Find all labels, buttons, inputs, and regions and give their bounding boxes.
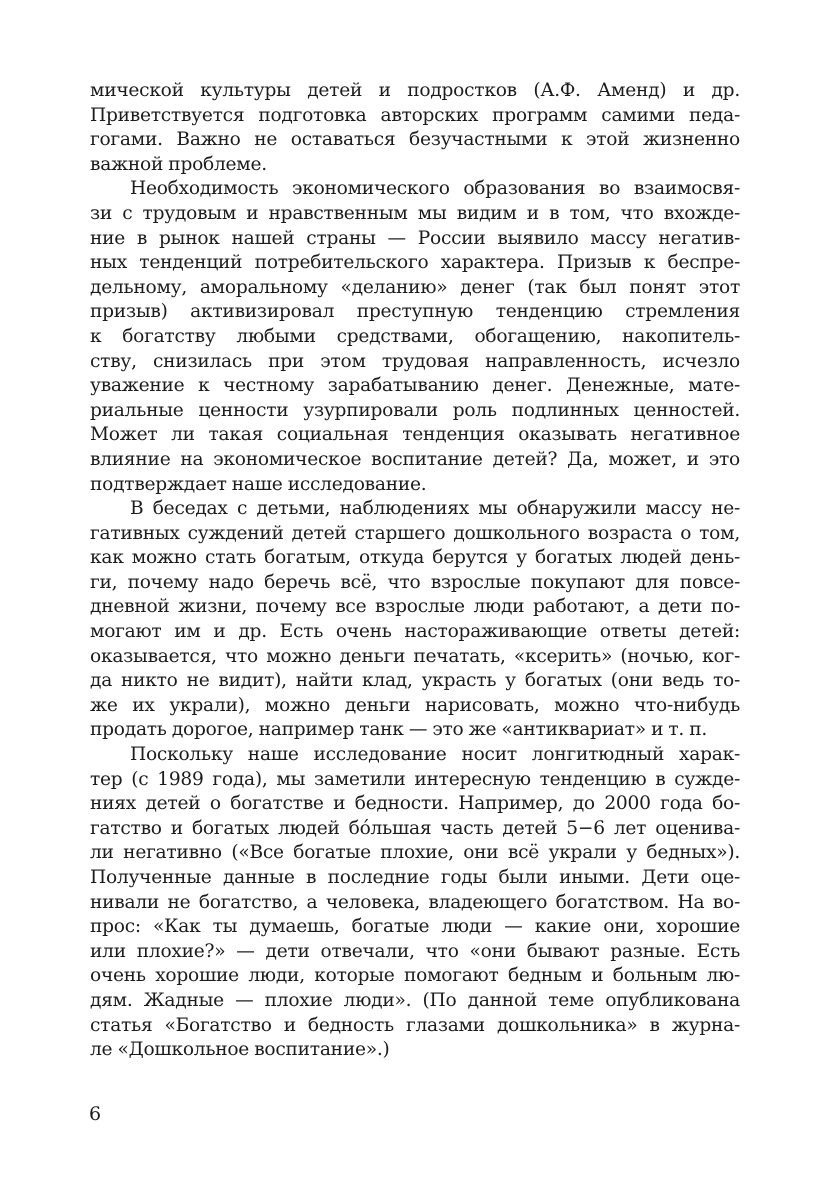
- text-line: Поскольку наше исследование носит лонгитюдный харак-: [130, 744, 740, 766]
- text-line: ги, почему надо беречь всё, что взрослые покупают для повсе-: [90, 571, 740, 593]
- text-line: Может ли такая социальная тенденция оказывать негативное: [90, 424, 740, 446]
- page-number: 6: [89, 1103, 102, 1125]
- text-line: ных тенденций потребительского характера. Призыв к беспре-: [90, 252, 740, 274]
- text-line: мической культуры детей и подростков (А.Ф. Аменд) и др.: [90, 80, 740, 101]
- text-line: призыв) активизировал преступную тенденцию стремления: [90, 301, 740, 323]
- paragraph-3: [90, 497, 740, 743]
- text-line: очень хорошие люди, которые помогают бедным и больным лю-: [90, 965, 740, 987]
- page-body: [90, 79, 740, 1063]
- text-line: дельному, аморальному «деланию» денег (так был понят этот: [90, 276, 740, 298]
- text-line: уважение к честному зарабатыванию денег. Денежные, мате-: [90, 375, 740, 397]
- paragraph-4: [90, 743, 740, 1063]
- text-line: Приветствуется подготовка авторских программ самими педа-: [90, 104, 740, 126]
- text-line: гативных суждений детей старшего дошкольного возраста о том,: [90, 522, 740, 544]
- text-line: тер (с 1989 года), мы заметили интересную тенденцию в сужде-: [90, 768, 740, 790]
- text-line: Необходимость экономического образования во взаимосвя-: [130, 178, 740, 200]
- text-line: дям. Жадные — плохие люди». (По данной теме опубликована: [90, 989, 740, 1011]
- text-line: ству, снизилась при этом трудовая направленность, исчезло: [90, 350, 740, 372]
- text-line: ниях детей о богатстве и бедности. Например, до 2000 года бо-: [90, 793, 740, 815]
- text-line: статья «Богатство и бедность глазами дошкольника» в журна-: [90, 1014, 740, 1036]
- text-line: зи с трудовым и нравственным мы видим и в том, что вхожде-: [90, 202, 740, 224]
- text-line: дневной жизни, почему все взрослые люди работают, а дети по-: [90, 596, 740, 618]
- text-line: ле «Дошкольное воспитание».): [90, 1039, 390, 1061]
- text-line: продать дорогое, например танк — это же «антиквариат» и т. п.: [90, 719, 708, 741]
- text-line: В беседах с детьми, наблюдениях мы обнаружили массу не-: [130, 498, 740, 520]
- text-line: прос: «Как ты думаешь, богатые люди — какие они, хорошие: [90, 916, 740, 938]
- text-line: же их украли), можно деньги нарисовать, можно что-нибудь: [90, 694, 740, 716]
- text-line: Полученные данные в последние годы были иными. Дети оце-: [90, 867, 740, 888]
- text-line: риальные ценности узурпировали роль подлинных ценностей.: [90, 399, 740, 421]
- text-line: могают им и др. Есть очень настораживающие ответы детей:: [90, 621, 740, 643]
- paragraph-2: [90, 177, 740, 497]
- text-line: оказывается, что можно деньги печатать, «ксерить» (ночью, ког-: [90, 645, 740, 667]
- text-line: как можно стать богатым, откуда берутся у богатых людей день-: [90, 547, 740, 569]
- paragraph-1: [90, 79, 740, 177]
- text-line: ли негативно («Все богатые плохие, они всё украли у бедных»).: [90, 842, 740, 864]
- text-line: ние в рынок нашей страны — России выявило массу негатив-: [90, 227, 740, 249]
- text-line: или плохие?» — дети отвечали, что «они бывают разные. Есть: [90, 940, 740, 962]
- text-line: подтверждает наше исследование.: [90, 473, 427, 495]
- text-line: влияние на экономическое воспитание детей? Да, может, и это: [90, 448, 740, 470]
- text-line: гатство и богатых людей бóльшая часть детей 5−6 лет оценива-: [90, 817, 740, 839]
- text-line: гогами. Важно не оставаться безучастными к этой жизненно: [90, 129, 740, 151]
- text-line: нивали не богатство, а человека, владеющего богатством. На во-: [90, 891, 740, 913]
- text-line: да никто не видит), найти клад, украсть у богатых (они ведь то-: [90, 670, 740, 692]
- text-line: важной проблеме.: [90, 153, 267, 175]
- text-line: к богатству любыми средствами, обогащению, накопитель-: [90, 325, 740, 347]
